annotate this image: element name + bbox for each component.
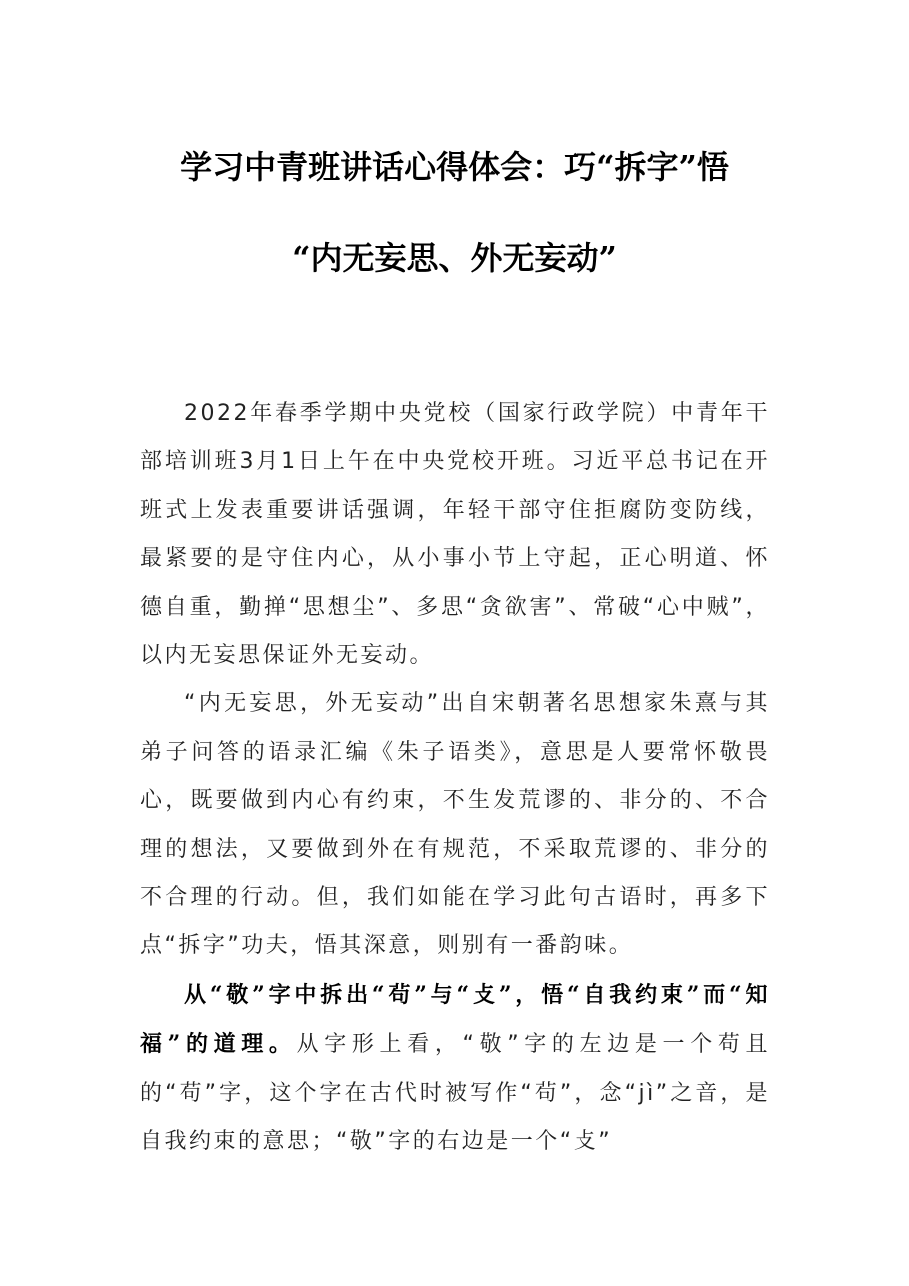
paragraph-3-text: 从字形上看，“敬”字的左边是一个苟且的“苟”字，这个字在古代时被写作“茍”，念“jì”之音，是自我约束的意思；“敬”字的右边是一个“攴”: [140, 1032, 771, 1155]
paragraph-2: [140, 680, 770, 970]
paragraph-2-text: “内无妄思，外无妄动”出自宋朝著名思想家朱熹与其弟子问答的语录汇编《朱子语类》，意思是人要常怀敬畏心，既要做到内心有约束，不生发荒谬的、非分的、不合理的想法，又要做到外在有规范，不采取荒谬的、非分的不合理的行动。但，我们如能在学习此句古语时，再多下点“拆字”功夫，悟其深意，则别有一番韵味。: [140, 691, 770, 959]
paragraph-3-bold-lead: 从“敬”字中拆出“茍”与“攴”，悟“自我约束”而“知福”的道理。: [140, 981, 770, 1058]
document-body: [140, 390, 770, 1167]
paragraph-1-text: 2022年春季学期中央党校（国家行政学院）中青年干部培训班3月1日上午在中央党校开班。习近平总书记在开班式上发表重要讲话强调，年轻干部守住拒腐防变防线，最紧要的是守住内心，从小事小节上守起，正心明道、怀德自重，勤掸“思想尘”、多思“贪欲害”、常破“心中贼”，以内无妄思保证外无妄动。: [140, 401, 770, 669]
document-title-line-2: “内无妄思、外无妄动”: [292, 239, 617, 277]
paragraph-3: [140, 971, 770, 1167]
paragraph-1: [140, 390, 770, 680]
document-title-line-1: 学习中青班讲话心得体会：巧“拆字”悟: [180, 148, 729, 186]
